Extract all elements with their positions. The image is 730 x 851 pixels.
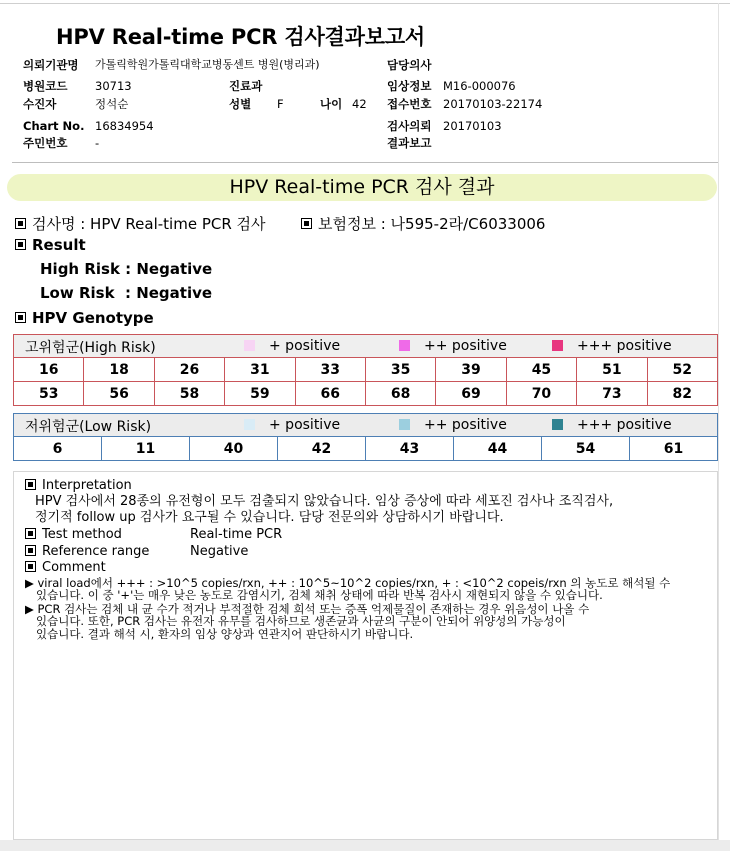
bullet-square-icon [25, 528, 36, 539]
request-value: 20170103 [443, 119, 502, 133]
interpretation-heading-line [25, 478, 132, 493]
legend-swatch [399, 419, 410, 430]
genotype-cell: 54 [542, 437, 630, 461]
legend-swatch [552, 419, 563, 430]
genotype-cell: 56 [84, 382, 154, 406]
bullet-square-icon [25, 561, 36, 572]
table-row [14, 358, 718, 382]
genotype-cell: 39 [436, 358, 506, 382]
hospital-code-label: 병원코드 [23, 79, 68, 93]
request-label: 검사의뢰 [387, 119, 432, 133]
genotype-cell: 52 [647, 358, 717, 382]
genotype-cell: 31 [225, 358, 295, 382]
bullet-square-icon [25, 545, 36, 556]
sex-label: 성별 [229, 97, 252, 111]
comment-text-5: 있습니다. 결과 해석 시, 환자의 임상 양상과 연관지어 판단하시기 바랍니다. [36, 627, 414, 641]
comment-line [25, 560, 106, 575]
high-risk-label: 고위험군(High Risk) [25, 340, 156, 356]
bullet-square-icon [301, 218, 312, 229]
comment-text-3: ▶ PCR 검사는 검체 내 균 수가 적거나 부적절한 검체 희석 또는 증폭 억제물질이 존재하는 경우 위음성이 나올 수 [25, 602, 590, 616]
legend-label: + positive [269, 417, 341, 433]
method-label: Test method [42, 527, 122, 542]
low-legend-plus2 [399, 417, 507, 433]
insurance-line [301, 213, 545, 234]
resident-value: - [95, 136, 100, 150]
interpretation-text-1: HPV 검사에서 28종의 유전형이 모두 검출되지 않았습니다. 임상 증상에 따라 세포진 검사나 조직검사, [35, 494, 614, 509]
high-legend-plus1 [244, 338, 340, 354]
high-legend-plus2 [399, 338, 507, 354]
chart-value: 16834954 [95, 119, 154, 133]
clinical-info-value: M16-000076 [443, 79, 516, 93]
legend-swatch [244, 419, 255, 430]
genotype-cell: 69 [436, 382, 506, 406]
genotype-cell: 70 [506, 382, 576, 406]
high-legend-plus3 [552, 338, 672, 354]
genotype-cell: 44 [454, 437, 542, 461]
bullet-square-icon [25, 479, 36, 490]
low-legend-plus1 [244, 417, 340, 433]
interpretation-heading: Interpretation [42, 478, 132, 493]
result-heading: Result [32, 236, 86, 254]
legend-swatch [552, 340, 563, 351]
high-risk-header [13, 334, 718, 357]
legend-label: +++ positive [577, 338, 672, 354]
legend-swatch [399, 340, 410, 351]
test-name: 검사명 : HPV Real-time PCR 검사 [32, 215, 266, 233]
genotype-cell: 82 [647, 382, 717, 406]
resident-label: 주민번호 [23, 136, 68, 150]
table-row [14, 382, 718, 406]
comment-text-4: 있습니다. 또한, PCR 검사는 유전자 유무를 검사하므로 생존균과 사균의 구분이 안되어 위양성의 가능성이 [36, 614, 566, 628]
genotype-cell: 53 [14, 382, 84, 406]
top-border [0, 3, 730, 4]
table-row [14, 437, 718, 461]
bullet-square-icon [15, 239, 26, 250]
method-value: Real-time PCR [190, 527, 283, 542]
method-line [25, 527, 122, 542]
patient-label: 수진자 [23, 97, 57, 111]
genotype-cell: 61 [630, 437, 718, 461]
low-risk-header [13, 413, 718, 436]
age-label: 나이 [320, 97, 343, 111]
sex-value: F [277, 97, 284, 111]
receipt-value: 20170103-22174 [443, 97, 543, 111]
genotype-cell: 66 [295, 382, 365, 406]
genotype-cell: 68 [365, 382, 435, 406]
department-label: 진료과 [229, 79, 263, 93]
genotype-cell: 59 [225, 382, 295, 406]
bullet-square-icon [15, 312, 26, 323]
reference-value: Negative [190, 544, 249, 559]
receipt-label: 접수번호 [387, 97, 432, 111]
genotype-cell: 11 [102, 437, 190, 461]
genotype-cell: 73 [577, 382, 647, 406]
legend-swatch [244, 340, 255, 351]
genotype-cell: 58 [154, 382, 224, 406]
reference-label: Reference range [42, 544, 150, 559]
legend-label: + positive [269, 338, 341, 354]
doctor-label: 담당의사 [387, 58, 432, 72]
genotype-cell: 16 [14, 358, 84, 382]
reference-line [25, 544, 149, 559]
legend-label: ++ positive [424, 338, 507, 354]
institution-label: 의뢰기관명 [23, 58, 79, 72]
legend-label: +++ positive [577, 417, 672, 433]
genotype-cell: 18 [84, 358, 154, 382]
comment-label: Comment [42, 560, 106, 575]
genotype-cell: 42 [278, 437, 366, 461]
banner-title: HPV Real-time PCR 검사 결과 [229, 176, 495, 198]
low-risk-table [13, 436, 718, 461]
result-banner [7, 174, 717, 201]
test-name-line [15, 213, 266, 234]
genotype-heading-line [15, 309, 154, 327]
low-legend-plus3 [552, 417, 672, 433]
genotype-cell: 51 [577, 358, 647, 382]
low-risk-result: Low Risk : Negative [40, 284, 213, 302]
genotype-heading: HPV Genotype [32, 309, 154, 327]
genotype-cell: 26 [154, 358, 224, 382]
genotype-cell: 43 [366, 437, 454, 461]
chart-label: Chart No. [23, 119, 85, 133]
age-value: 42 [352, 97, 367, 111]
low-risk-label: 저위험군(Low Risk) [25, 419, 152, 435]
interpretation-box [13, 471, 718, 840]
comment-text-2: 있습니다. 이 중 '+'는 매우 낮은 농도로 감염시기, 검체 채취 상태에 따라 반복 검사시 재현되지 않을 수 있습니다. [36, 588, 603, 602]
institution-value: 가톨릭학원가톨릭대학교병동센트 병원(병리과) [95, 58, 320, 71]
genotype-cell: 35 [365, 358, 435, 382]
result-report-label: 결과보고 [387, 136, 432, 150]
legend-label: ++ positive [424, 417, 507, 433]
genotype-cell: 45 [506, 358, 576, 382]
high-risk-table [13, 357, 718, 406]
patient-value: 정석순 [95, 97, 129, 111]
hospital-code-value: 30713 [95, 79, 132, 93]
insurance-info: 보험정보 : 나595-2라/C6033006 [318, 215, 546, 233]
bottom-strip [0, 840, 730, 851]
genotype-cell: 40 [190, 437, 278, 461]
genotype-cell: 33 [295, 358, 365, 382]
high-risk-result: High Risk : Negative [40, 260, 213, 278]
interpretation-text-2: 정기적 follow up 검사가 요구될 수 있습니다. 담당 전문의와 상담하시기 바랍니다. [35, 510, 504, 525]
genotype-cell: 6 [14, 437, 102, 461]
result-heading-line [15, 236, 86, 254]
right-border [718, 3, 719, 851]
comment-text-1: ▶ viral load에서 +++ : >10^5 copies/rxn, ++ : 10^5~10^2 copies/rxn, + : <10^2 copeis/rxn 의 농도로 해석될 수 [25, 576, 671, 590]
header-divider [12, 162, 718, 163]
clinical-info-label: 임상정보 [387, 79, 432, 93]
report-title: HPV Real-time PCR 검사결과보고서 [56, 25, 425, 49]
bullet-square-icon [15, 218, 26, 229]
